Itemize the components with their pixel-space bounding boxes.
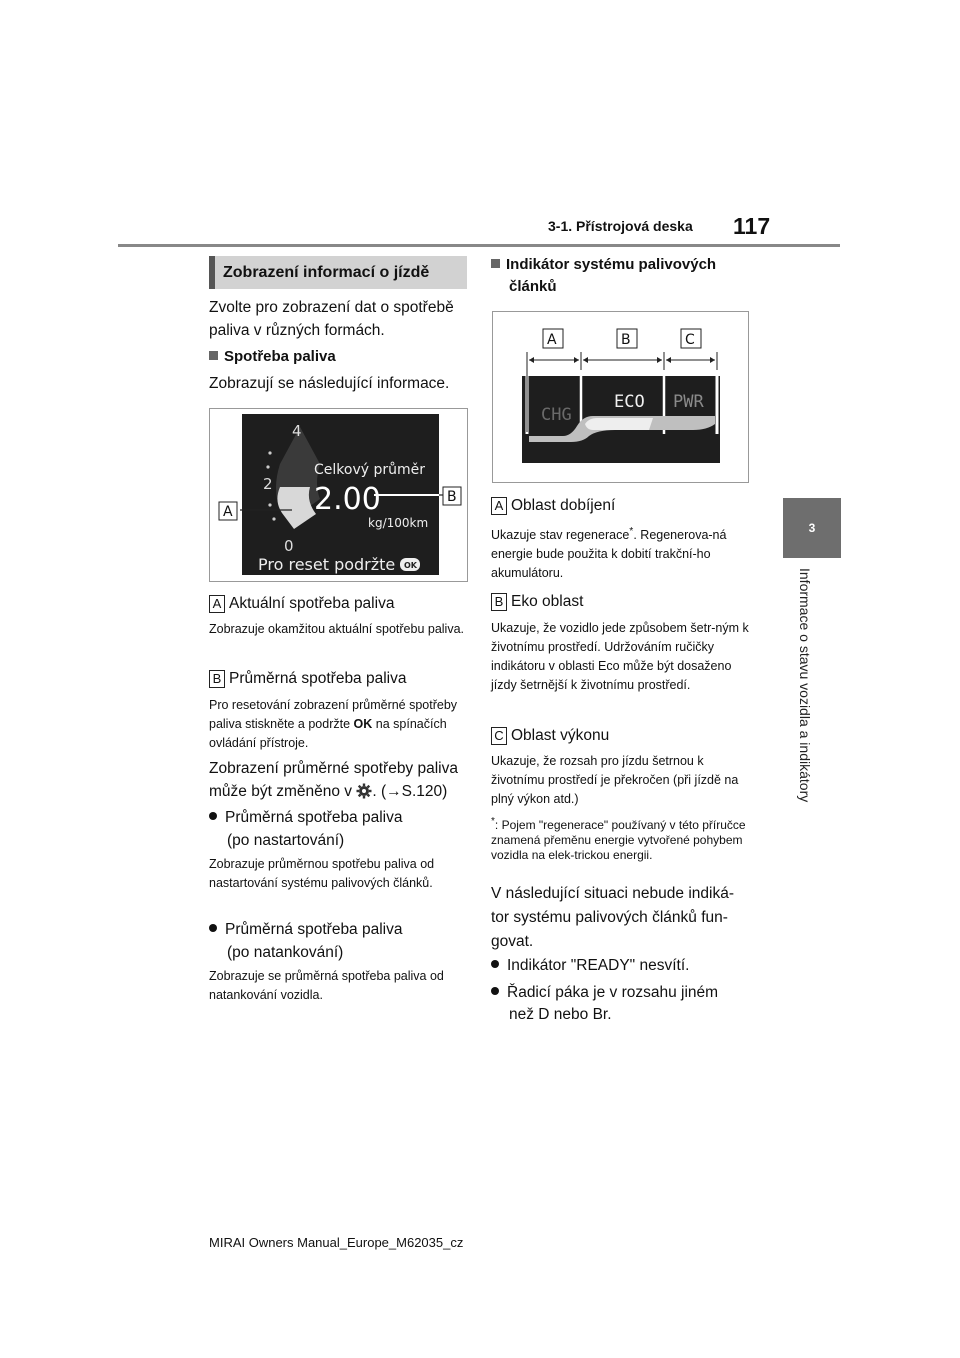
bullet-icon [491,960,499,968]
bullet-after-start-subtitle: (po nastartování) [227,832,345,849]
chapter-title-vertical: Informace o stavu vozidla a indikátory [797,568,813,803]
header-section-title: 3-1. Přístrojová deska [548,218,693,234]
item-b-text: Pro resetování zobrazení průměrné spotřeby paliva stiskněte a podržte OK na spínačích ovládání přístroje. [209,698,458,750]
fuel-display-illustration [210,409,467,581]
region-b-text: Ukazuje, že vozidlo jede způsobem šetr-ným k životnímu prostředí. Udržováním ručičky indikátoru v oblasti Eco může být dosaženo jízdy šetrnější k životnímu prostředí. [491,621,749,692]
bullet-after-start-text: Zobrazuje průměrnou spotřebu paliva od nastartování systému palivových článků. [209,857,435,890]
bullet-ready-off: Indikátor "READY" nesvítí. [491,954,751,977]
region-b-title: B Eko oblast [491,590,751,613]
fc-indicator-illustration [493,312,748,482]
change-display-text: Zobrazení průměrné spotřeby paliva může být změněno v . (→S.120) [209,757,469,806]
gauge-tick [268,503,271,506]
bullet-after-refuel-subtitle: (po natankování) [227,944,344,961]
item-a-title: A Aktuální spotřeba paliva [209,592,469,615]
item-b-title: B Průměrná spotřeba paliva [209,667,469,690]
gauge-tick [268,451,271,454]
bullet-icon [209,812,217,820]
fuel-consumption-figure [209,408,468,582]
indicator-bar-highlight [585,418,653,430]
header-rule [118,244,840,247]
eco-label: ECO [614,392,645,412]
item-a-text: Zobrazuje okamžitou aktuální spotřebu paliva. [209,622,465,636]
bullet-shift-lever: Řadicí páka je v rozsahu jiném [491,981,751,1004]
chg-label: CHG [541,405,572,425]
bullet-after-start-title: Průměrná spotřeba paliva [209,806,469,829]
ok-glyph-icon: OK [353,717,373,731]
chapter-number: 3 [808,521,816,535]
square-bullet-icon [209,351,218,360]
fuel-consumption-text: Zobrazují se následující informace. [209,375,450,392]
page-number: 117 [733,213,771,239]
intro-text: Zvolte pro zobrazení dat o spotřebě paliva v různých formách. [209,299,454,339]
bullet-after-refuel-text: Zobrazuje se průměrná spotřeba paliva od natankování vozidla. [209,969,444,1002]
fc-indicator-figure [492,311,749,483]
gear-icon [356,783,372,806]
chapter-tab [783,498,841,558]
region-c-text: Ukazuje, že rozsah pro jízdu šetrnou k životnímu prostředí je překročen (při jízdě na plný výkon atd.) [491,754,739,806]
region-a-title: A Oblast dobíjení [491,494,751,517]
display-reset-text: Pro reset podržte [258,555,396,574]
bullet-icon [491,987,499,995]
scale-label-4: 4 [292,422,302,440]
region-c-title: C Oblast výkonu [491,724,751,747]
gauge-tick [266,465,269,468]
callout-label-a: A [223,504,233,520]
subheading-fuel-consumption: Spotřeba paliva [209,346,469,368]
callout-label-b: B [447,489,457,505]
display-unit: kg/100km [368,516,429,530]
square-bullet-icon [491,259,500,268]
region-a-text: Ukazuje stav regenerace*. Regenerova-ná energie bude použita k dobití trakční-ho akumulátoru. [491,526,727,581]
pwr-label: PWR [673,392,704,412]
section-heading: Zobrazení informací o jízdě [209,256,467,289]
region-label-a: A [547,332,557,348]
region-label-c: C [685,332,695,348]
display-value: 2.00 [314,482,381,517]
scale-label-0: 0 [284,537,294,555]
ok-badge-text: OK [404,561,417,570]
bullet-shift-lever-line2: než D nebo Br. [509,1006,612,1023]
footnote: *: Pojem "regenerace" používaný v této příručce znamená přeměnu energie vytvořené pohybem vozidla na elek-trickou energii. [491,816,746,862]
footer-text: MIRAI Owners Manual_Europe_M62035_cz [209,1235,464,1250]
subheading-fc-indicator: Indikátor systému palivových [491,254,751,276]
bullet-after-refuel-title: Průměrná spotřeba paliva [209,918,469,941]
gauge-tick [272,517,275,520]
scale-label-2: 2 [263,475,273,493]
subheading-fc-indicator-line2: článků [509,278,557,295]
bullet-icon [209,924,217,932]
not-working-text: V následující situaci nebude indiká-tor systému palivových článků fun-govat. [491,885,734,950]
region-label-b: B [621,332,631,348]
display-title: Celkový průměr [314,462,425,478]
